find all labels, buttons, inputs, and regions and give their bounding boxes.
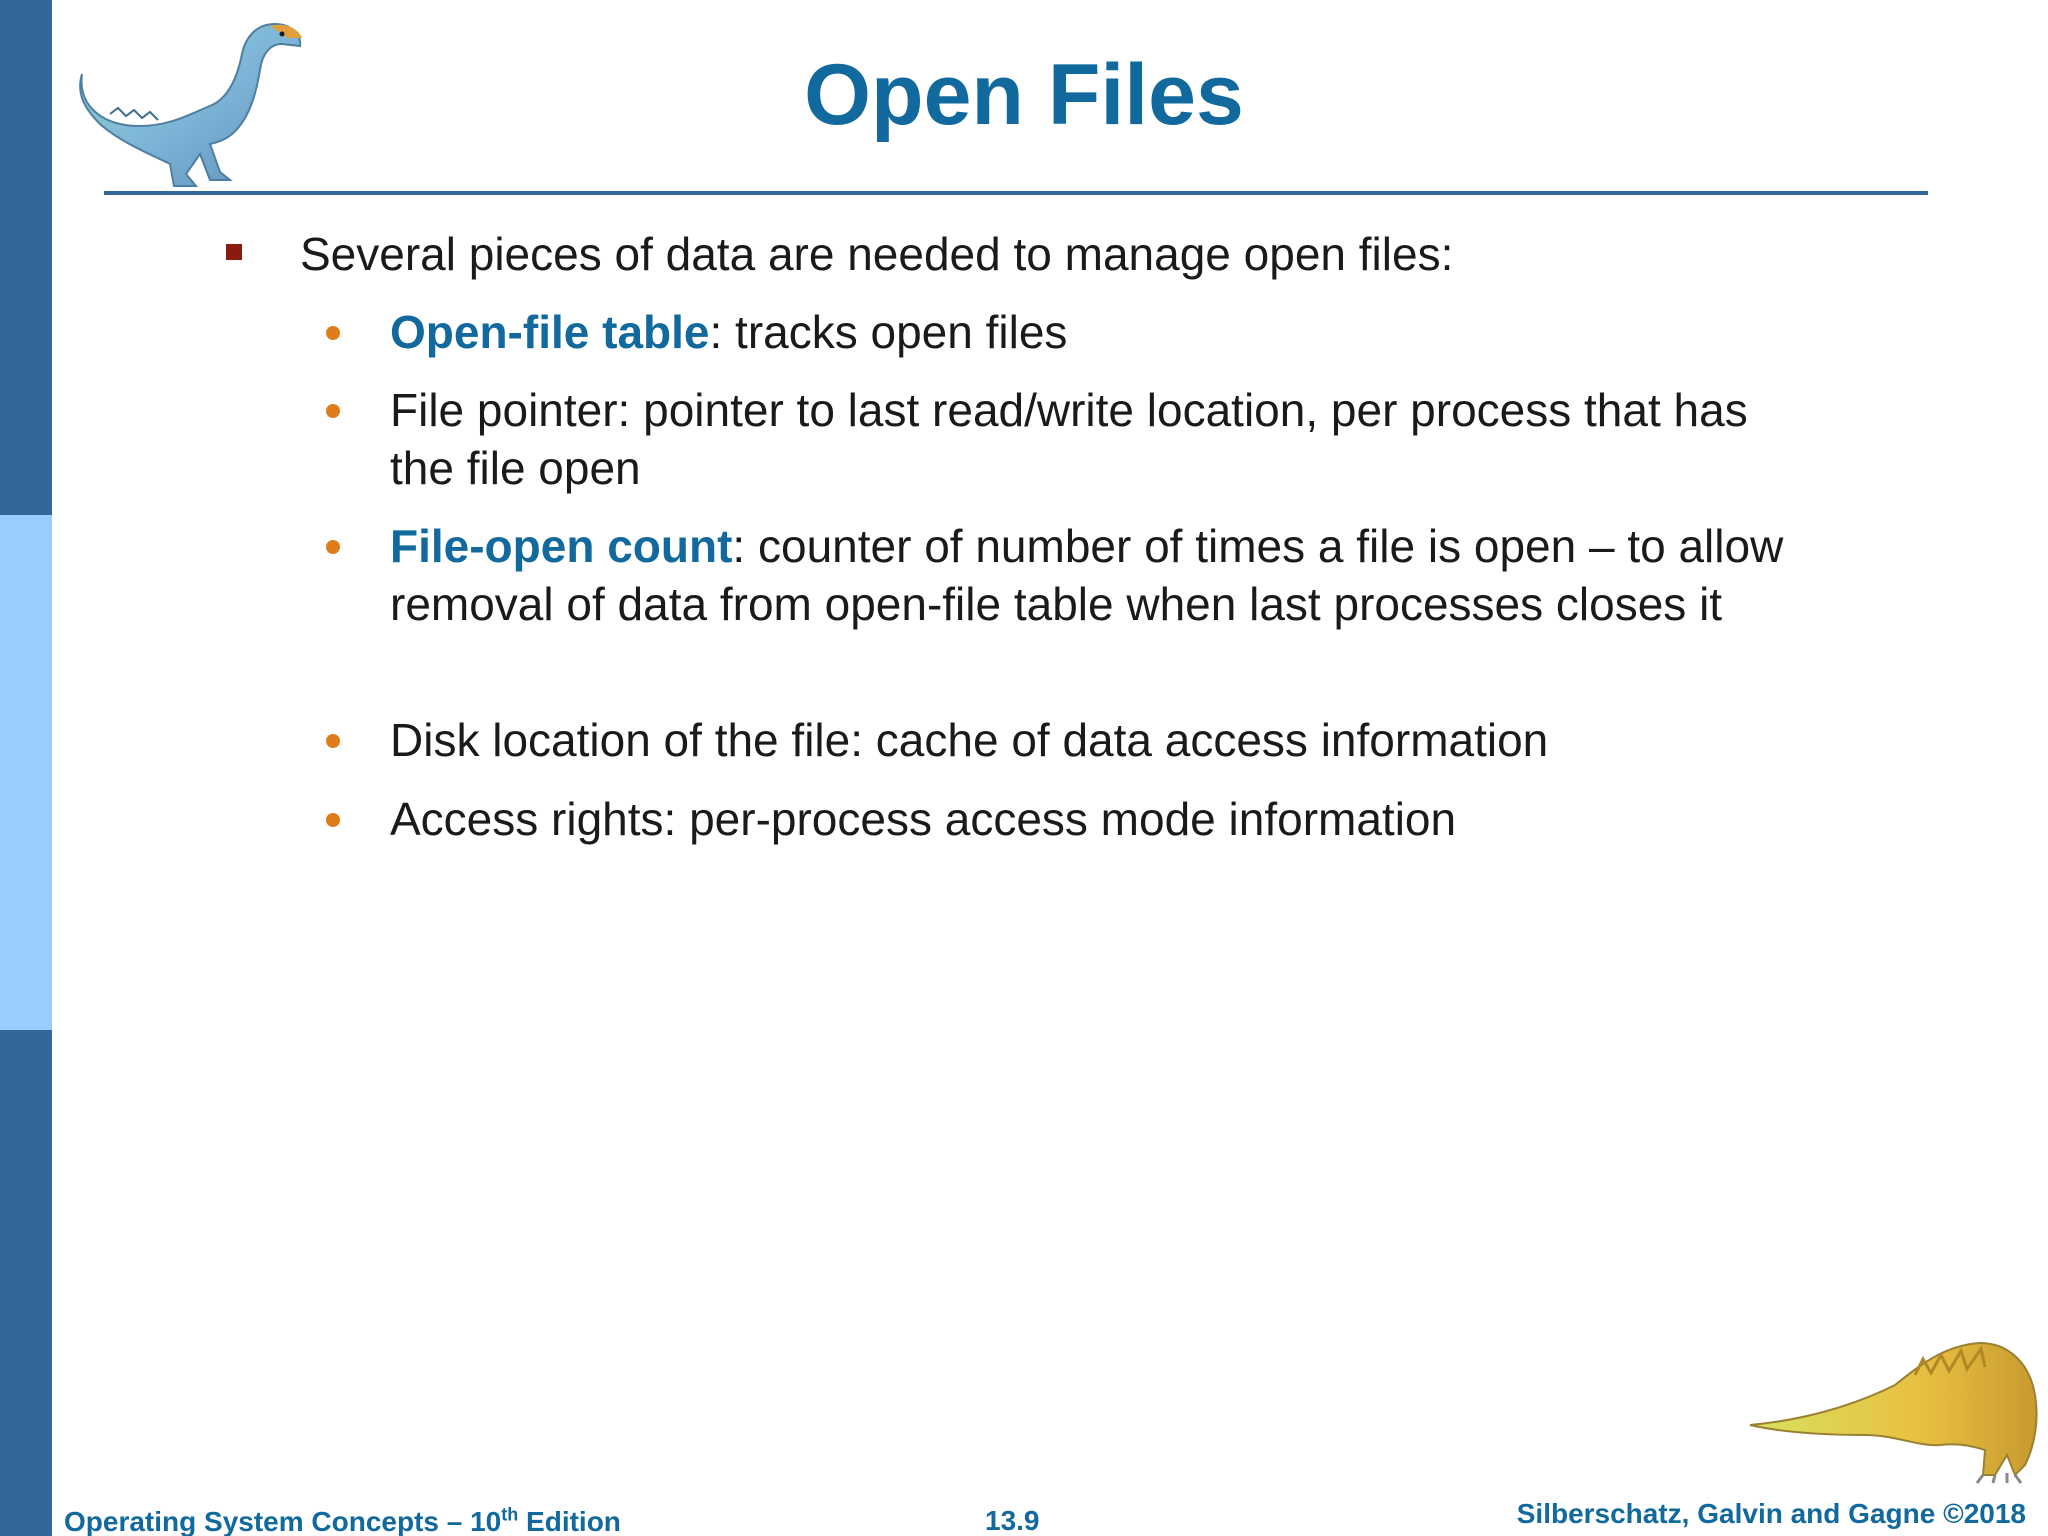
sub-bullet-file-pointer — [390, 381, 1790, 497]
square-bullet-icon — [226, 244, 242, 260]
round-bullet-icon — [326, 540, 340, 554]
sub-bullet-text: Access rights: per-process access mode information — [390, 793, 1457, 845]
title-divider — [104, 191, 1928, 195]
term-open-file-table: Open-file table — [390, 306, 710, 358]
round-bullet-icon — [326, 404, 340, 418]
footer-book-title-superscript: th — [501, 1504, 519, 1525]
sub-bullet-text: File pointer: pointer to last read/write location, per process that has the file open — [390, 384, 1748, 494]
page-number: 13.9 — [985, 1505, 1040, 1536]
term-file-open-count: File-open count — [390, 520, 733, 572]
sub-bullet-text: : tracks open files — [709, 306, 1068, 358]
slide-title: Open Files — [804, 47, 1244, 143]
left-band-middle — [0, 515, 52, 1030]
sub-bullet-disk-location — [390, 711, 1790, 769]
sub-bullet-open-file-table — [390, 303, 1790, 361]
round-bullet-icon — [326, 813, 340, 827]
sub-bullet-file-open-count — [390, 517, 1790, 633]
footer-book-title-suffix: Edition — [518, 1506, 621, 1536]
footer-book-title-text: Operating System Concepts – 10 — [64, 1506, 502, 1536]
main-bullet-text: Several pieces of data are needed to manage open files: — [300, 228, 1454, 280]
round-bullet-icon — [326, 326, 340, 340]
sub-bullet-text: Disk location of the file: cache of data access information — [390, 714, 1549, 766]
footer-authors: Silberschatz, Galvin and Gagne ©2018 — [1516, 1498, 2026, 1529]
sub-bullet-access-rights — [390, 790, 1790, 848]
footer-book-title — [64, 1505, 621, 1536]
dinosaur-icon — [1745, 1325, 2045, 1485]
left-band-bottom — [0, 1030, 52, 1536]
round-bullet-icon — [326, 734, 340, 748]
sub-bullet-text: : counter of number of times a file is open – to allow removal of data from open-file table when last processes closes it — [390, 520, 1784, 630]
